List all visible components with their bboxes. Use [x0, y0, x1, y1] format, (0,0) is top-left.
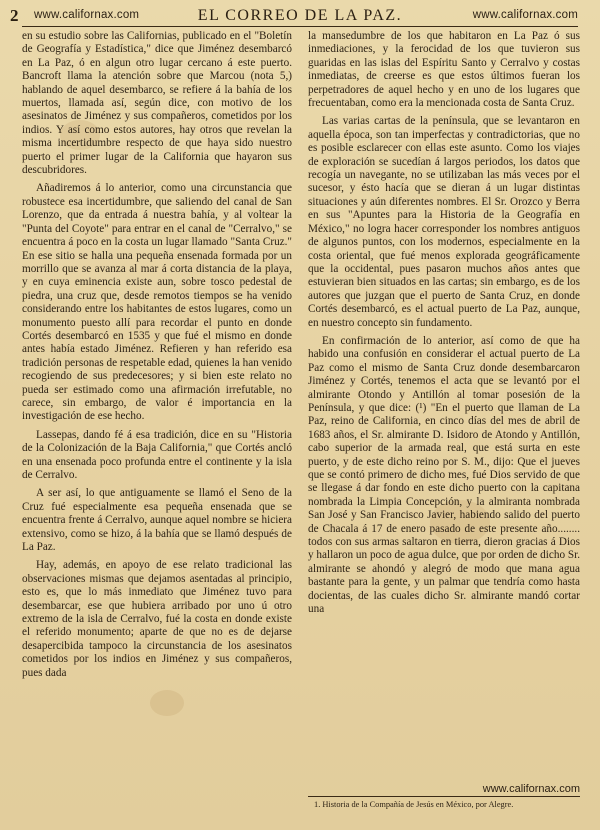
- footnote-rule: [308, 796, 580, 797]
- website-watermark-right: www.californax.com: [472, 9, 578, 21]
- paragraph: Hay, además, en apoyo de ese relato tradicional las observaciones mismas que dejamos asentadas al principio, esto es, que lo más inmediato que Jiménez tuvo para desembarcar, ese que hubiera arribado por uno ú otro extremo de la isla de Cerralvo, fué la costa en donde existe el referido monumento; aparte de que no es de dejarse desapercibida tampoco la circunstancia de los asesinatos cometidos por los indios en Jiménez y sus compañeros, pues dada: [22, 559, 292, 679]
- paragraph: A ser así, lo que antiguamente se llamó el Seno de la Cruz fué especialmente esa pequeña ensenada que se encuentra frente á Cerralvo, aunque aquel nombre se hiciera extensivo, como se hizo, á la bahía que se llamó después de La Paz.: [22, 487, 292, 554]
- left-column: [22, 30, 292, 685]
- website-watermark-left: www.californax.com: [34, 9, 140, 21]
- newspaper-title: EL CORREO DE LA PAZ.: [197, 7, 403, 24]
- paragraph: Las varias cartas de la península, que se levantaron en aquella época, son tan imperfectas y contradictorias, que no es posible esclarecer con ellas este asunto. Como los viajes de exploración se sucedían á largos periodos, los datos que recogía un navegante, no se utilizaban las más veces por el sucesor, y ésto hacía que se dieran á un lugar distintas situaciones y aún diferentes nombres. El Sr. Orozco y Berra en sus "Apuntes para la Historia de la Geografía en México," no logra hacer corresponder los nombres antiguos de algunos puntos, con los modernos, especialmente en la costa oriental, que fué menos explorada geográficamente que la occidental, pues pasaron muchos años antes que estuvieran bien situados en las cartas; sin embargo, es de los autores que juzgan que el puerto de Santa Cruz, en donde Cortés desembarcó, es el actual puerto de La Paz, aunque, en nuestro concepto sin fundamento.: [308, 115, 580, 329]
- paragraph: En confirmación de lo anterior, así como de que ha habido una confusión en considerar el actual puerto de La Paz como el mismo de Santa Cruz donde desembarcaron Jiménez y Cortés, tenemos el acta que se levantó por el almirante Otondo y Antillón al tomar posesión de la Península, y que dice: (¹) "En el puerto que llaman de La Paz, reino de California, en cinco días del mes de abril de 1683 años, el Sr. almirante D. Isidoro de Atondo y Antillón, cabo superior de la armada real, que está surta en este puerto, y de este dicho reino por S. M., dijo: Que el jueves que se contó primero de dicho mes, fué Dios servido de que se llegase á dar fondo en este dicho puerto con la capitana nombrada la Limpia Concepción, y la almiranta nombrada San José y San Francisco Javier, habiendo salido del puerto de Chacala á 17 de enero pasado de este presente año........ todos con sus armas saltaron en tierra, dieron gracias á Dios y hallaron un poco de agua dulce, que por orden de dicho Sr. almirante se ahondó y alegró de modo que mana agua bastante para la gente, y un palmar que tendría como hasta docientas, de las cuales dicho Sr. almirante mandó cortar una: [308, 334, 580, 616]
- page-header: [8, 6, 592, 26]
- header-rule: [22, 26, 578, 27]
- page-number: 2: [10, 6, 19, 25]
- paper-stain: [150, 690, 184, 716]
- right-column: [308, 30, 580, 621]
- paragraph: la mansedumbre de los que habitaron en La Paz ó sus inmediaciones, y la ferocidad de los que tuvieron sus guaridas en las islas del Espíritu Santo y Cerralvo y costas inmediatas, de creerse es que estos últimos fueran los perpetradores de aquel hecho y en uno de los lugares que frecuentaban, como era la mencionada costa de Santa Cruz.: [308, 30, 580, 110]
- paragraph: Añadiremos á lo anterior, como una circunstancia que robustece esa incertidumbre, que saliendo del canal de San Lorenzo, que da entrada á nuestra bahía, y al voltear la "Punta del Coyote" para entrar en el canal de "Cerralvo," se encuentra á poco en la costa un lugar llamado "Santa Cruz." En ese sitio se halla una pequeña ensenada formada por un morrillo que se avanza al mar á corta distancia de la playa, y en cuya eminencia existe aun, sobre tosco pedestal de piedra, una cruz que, desde remotos tiempos se ha venido considerando entre los habitantes de estos lugares, como un monumento puesto allí para recordar el punto en donde Cortés desembarcó en 1535 y que fué el mismo en donde antes había estado Jiménez. Refieren y han referido esa tradición personas de respetable edad, quienes la han venido recogiendo de sus predecesores; y si bien este relato no pueda ser estimado como una afirmación irrefutable, no carece, sin embargo, de valor é importancia en la investigación de ese hecho.: [22, 182, 292, 423]
- footnote: 1. Historia de la Compañía de Jesús en México, por Alegre.: [314, 800, 514, 809]
- paragraph: Lassepas, dando fé á esa tradición, dice en su "Historia de la Colonización de la Baja California," que Cortés ancló en una ensenada poco profunda entre el continente y la isla de Cerralvo.: [22, 428, 292, 481]
- paragraph: en su estudio sobre las Californias, publicado en el "Boletín de Geografía y Estadística," dice que Jiménez desembarcó en La Paz, ó en algun otro lugar cercano á este puerto. Bancroft llama la atención sobre que Marcou (nota 5,) hablando de aquel desembarco, se refiere á la bahía de los muertos, llamada así, según dice, con motivo de los asesinatos de Jiménez y sus compañeros, cometidos por los indios. Y así como estos autores, hay otros que revelan la misma incertidumbre respecto de que haya sido nuestro puerto el primer lugar de la California que hayaron sus descubridores.: [22, 30, 292, 177]
- website-watermark-footer: www.californax.com: [482, 783, 580, 795]
